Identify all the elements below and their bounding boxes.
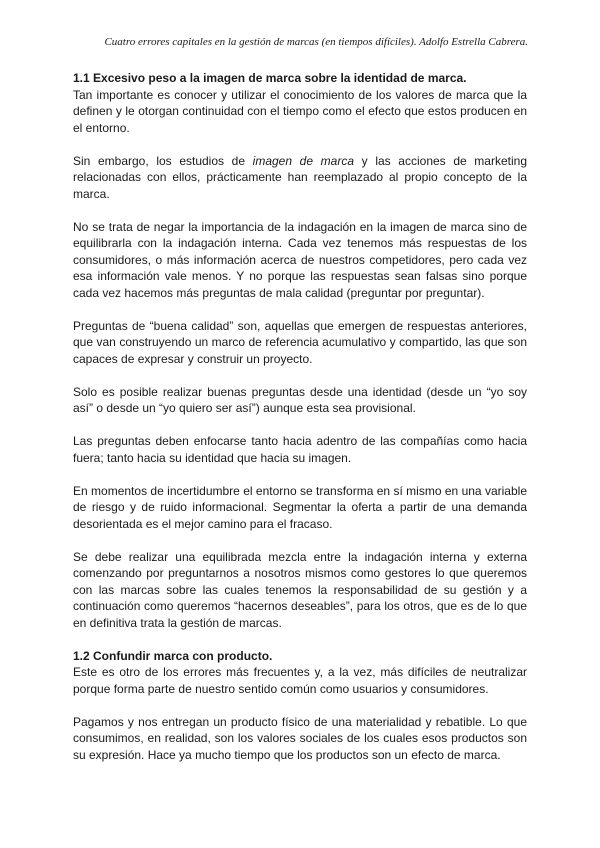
section-2-heading: 1.2 Confundir marca con producto. bbox=[73, 648, 273, 663]
paragraph-text: Sin embargo, los estudios de bbox=[73, 153, 253, 168]
emphasized-term: imagen de marca bbox=[252, 153, 355, 168]
section-1-paragraph: En momentos de incertidumbre el entorno se transforma en sí mismo en una variable de riesgo y de ruido informacional. Segmentar la oferta a partir de una demanda desorientada es el mejor camino para el fracaso. bbox=[73, 483, 527, 531]
section-1-paragraph: No se trata de negar la importancia de la indagación en la imagen de marca sino de equilibrarla con la indagación interna. Cada vez tenemos más respuestas de los consumidores, o más información acerca de nuestros competidores, pero cada vez esa información vale menos. Y no porque las respuestas sean falsas sino porque cada vez hacemos más preguntas de mala calidad (preguntar por preguntar). bbox=[73, 219, 527, 300]
section-2-paragraph: Pagamos y nos entregan un producto físico de una materialidad y rebatible. Lo que consumimos, en realidad, son los valores sociales de los cuales esos productos son su expresión. Hace ya mucho tiempo que los productos son un efecto de marca. bbox=[73, 714, 527, 762]
page-body bbox=[73, 70, 527, 780]
section-1-heading: 1.1 Excesivo peso a la imagen de marca sobre la identidad de marca. bbox=[73, 71, 467, 85]
section-1-paragraph: Las preguntas deben enfocarse tanto hacia adentro de las compañías como hacia fuera; tanto hacia su identidad que hacia su imagen. bbox=[73, 434, 527, 465]
section-1-paragraph bbox=[73, 153, 527, 203]
running-header: Cuatro errores capitales en la gestión de marcas (en tiempos difíciles). Adolfo Estrella Cabrera. bbox=[104, 36, 528, 48]
section-1-paragraph: Solo es posible realizar buenas preguntas desde una identidad (desde un “yo soy así” o desde un “yo quiero ser así”) aunque esta sea provisional. bbox=[73, 384, 527, 415]
paragraph-text: y las acciones de marketing relacionadas con ellos, prácticamente han reemplazado al propio concepto de la marca. bbox=[73, 153, 527, 201]
section-1-paragraph: Tan importante es conocer y utilizar el conocimiento de los valores de marca que la definen y le otorgan continuidad con el tiempo como el efecto que estos producen en el entorno. bbox=[73, 87, 527, 135]
section-1-paragraph: Preguntas de “buena calidad” son, aquellas que emergen de respuestas anteriores, que van construyendo un marco de referencia acumulativo y compartido, las que son capaces de expresar y construir un proyecto. bbox=[73, 318, 527, 366]
section-1-paragraph: Se debe realizar una equilibrada mezcla entre la indagación interna y externa comenzando por preguntarnos a nosotros mismos como gestores lo que queremos con las marcas sobre las cuales tenemos la responsabilidad de su gestión y a continuación como queremos “hacernos deseables”, para los otros, que es de lo que en definitiva trata la gestión de marcas. bbox=[73, 549, 527, 630]
section-2-paragraph: Este es otro de los errores más frecuentes y, a la vez, más difíciles de neutralizar porque forma parte de nuestro sentido común como usuarios y consumidores. bbox=[73, 665, 527, 696]
